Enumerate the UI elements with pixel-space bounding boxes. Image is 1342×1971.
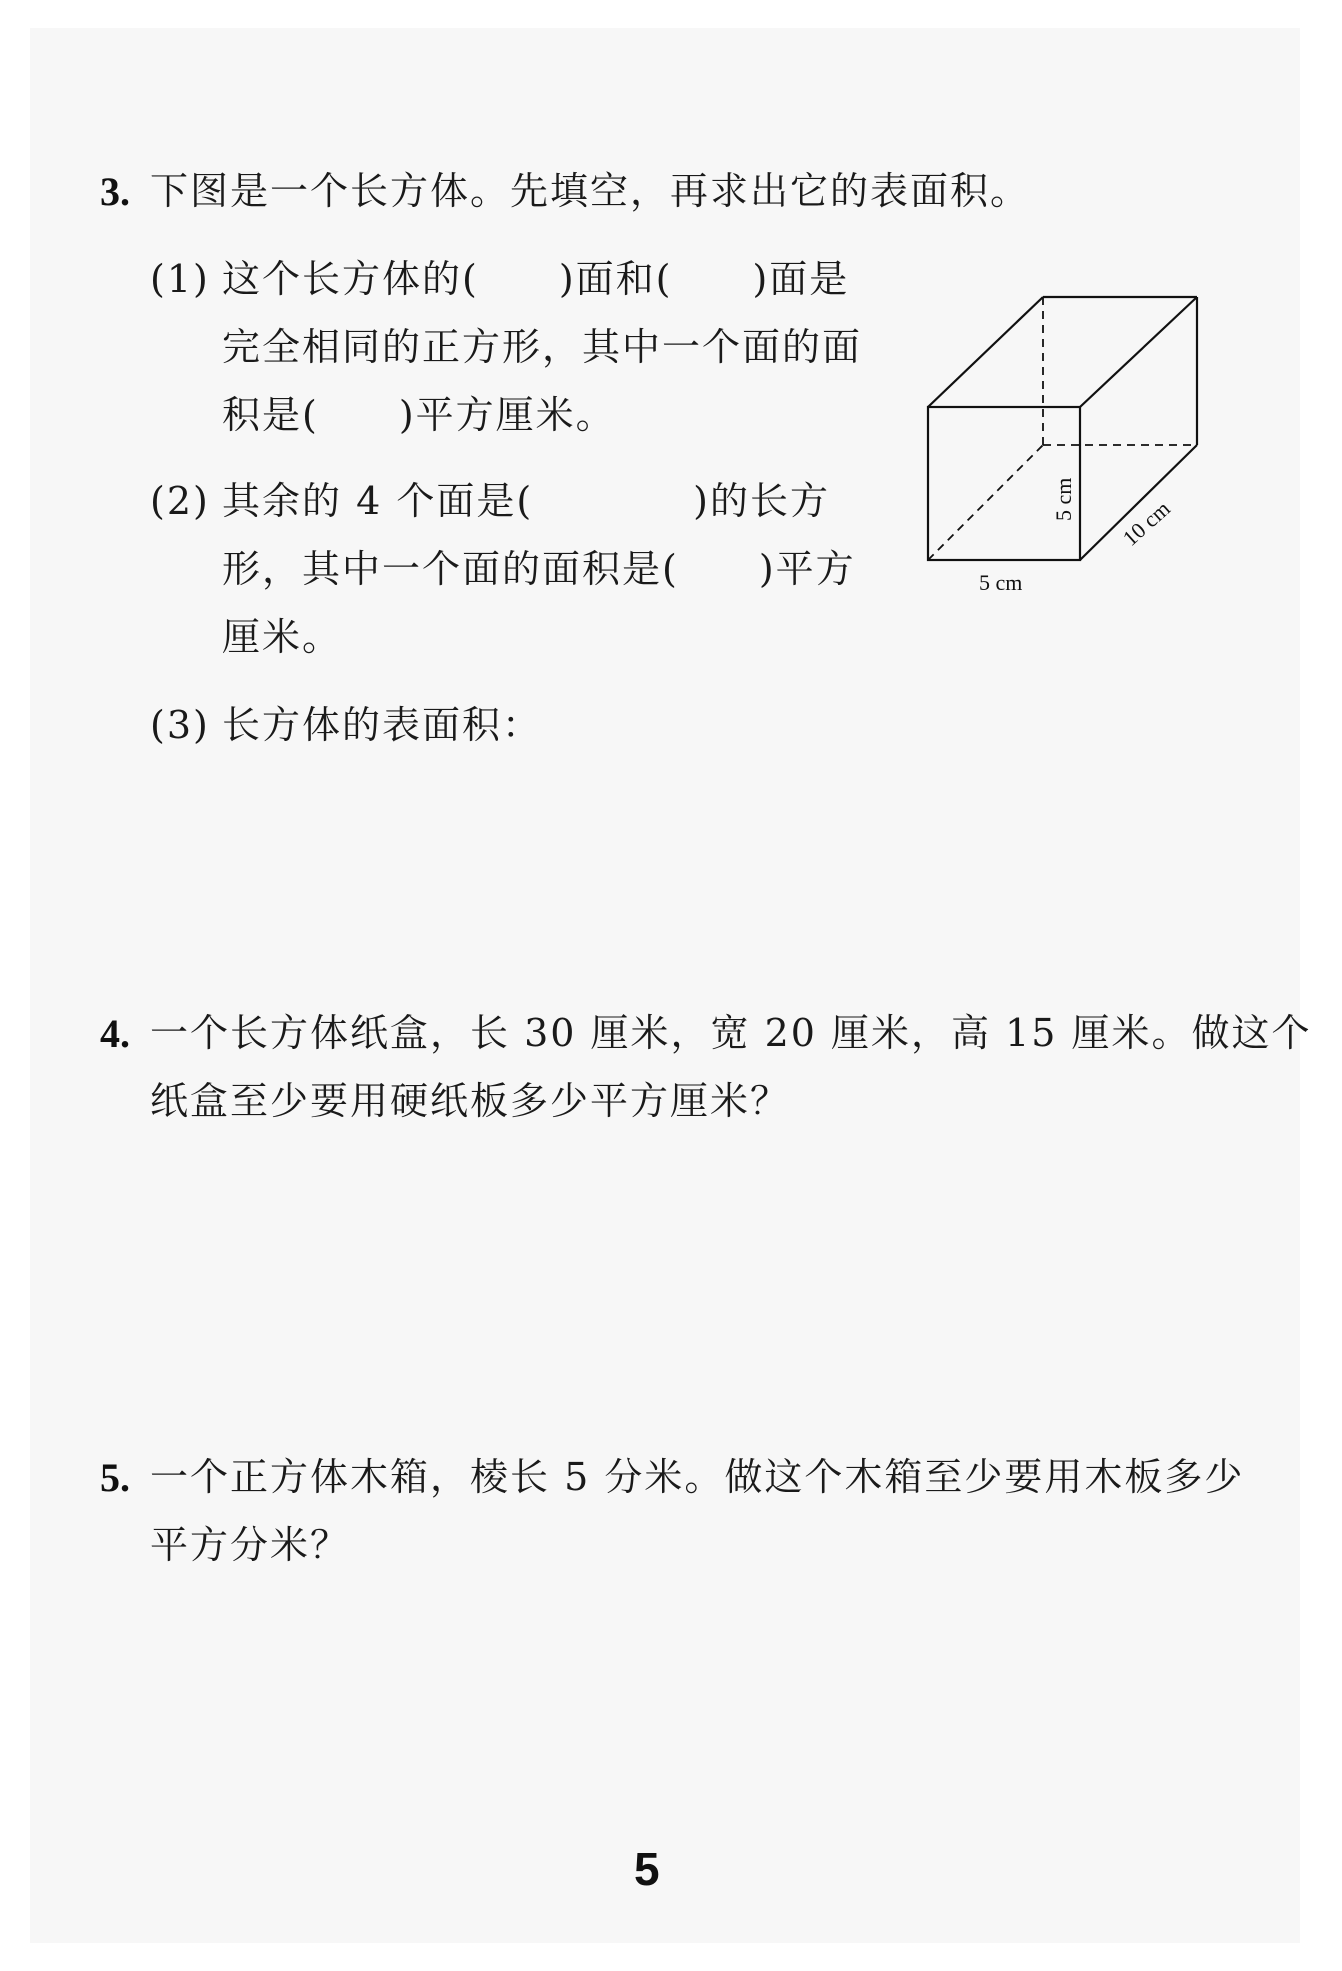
question-3-part-1-line-3: 积是( )平方厘米。 xyxy=(222,393,616,437)
question-3-number: 3. xyxy=(100,169,130,214)
cuboid-top-edge-left xyxy=(928,297,1043,407)
question-3-title: 下图是一个长方体。先填空，再求出它的表面积。 xyxy=(150,169,1031,213)
question-3-part-3-label: (3) xyxy=(150,703,210,747)
cuboid-figure xyxy=(915,285,1215,605)
cuboid-top-edge-right xyxy=(1080,297,1197,407)
cuboid-hidden-depth-edge xyxy=(928,445,1043,560)
question-3-part-1-label: (1) xyxy=(150,257,210,301)
question-3-part-1-line-2: 完全相同的正方形，其中一个面的面 xyxy=(222,325,863,369)
question-3-part-2-line-2: 形，其中一个面的面积是( )平方 xyxy=(222,547,856,591)
cuboid-depth-label: 10 cm xyxy=(1117,495,1175,551)
question-4-line-2: 纸盒至少要用硬纸板多少平方厘米？ xyxy=(150,1079,791,1123)
question-3-part-3-line-1: 长方体的表面积： xyxy=(222,703,543,747)
question-5-line-2: 平方分米？ xyxy=(150,1523,351,1567)
cuboid-length-label: 5 cm xyxy=(979,570,1023,595)
page-number: 5 xyxy=(634,1843,660,1895)
question-5-number: 5. xyxy=(100,1455,130,1500)
cuboid-height-label: 5 cm xyxy=(1051,477,1076,521)
question-3-part-2-line-3: 厘米。 xyxy=(222,615,343,659)
question-4-line-1: 一个长方体纸盒，长 30 厘米，宽 20 厘米，高 15 厘米。做这个 xyxy=(150,1011,1312,1055)
question-3-part-2-line-1: 其余的 4 个面是( )的长方 xyxy=(222,479,830,523)
question-5-line-1: 一个正方体木箱，棱长 5 分米。做这个木箱至少要用木板多少 xyxy=(150,1455,1245,1499)
question-3-part-1-line-1: 这个长方体的( )面和( )面是 xyxy=(222,257,850,301)
question-3-part-2-label: (2) xyxy=(150,479,210,523)
question-4-number: 4. xyxy=(100,1011,130,1056)
